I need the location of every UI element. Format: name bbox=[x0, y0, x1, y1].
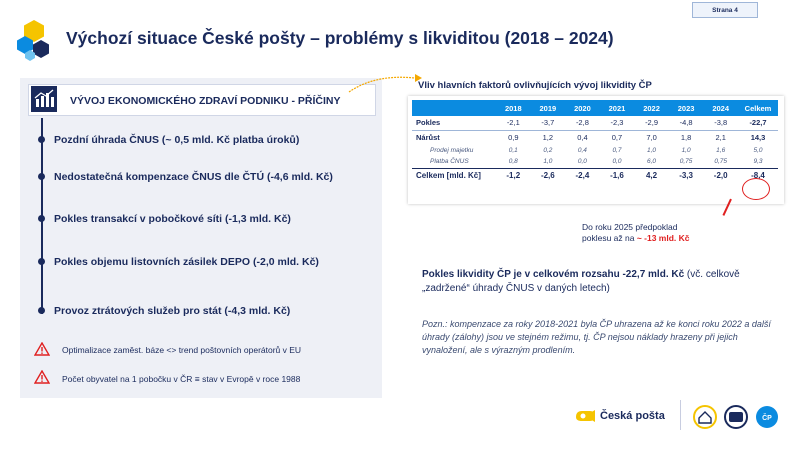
cause-bullet bbox=[38, 215, 45, 222]
table-cell: 0,2 bbox=[543, 146, 553, 154]
page-title: Výchozí situace České pošty – problémy s likviditou (2018 – 2024) bbox=[66, 28, 614, 48]
prediction-line-2: poklesu až na bbox=[582, 233, 635, 243]
table-cell: 1,0 bbox=[647, 146, 657, 154]
table-row-label: Prodej majetku bbox=[430, 146, 474, 154]
badge-icon bbox=[756, 406, 778, 428]
cause-item-state-services: Provoz ztrátových služeb pro stát (-4,3 mld. Kč) bbox=[54, 305, 291, 317]
wallet-icon bbox=[725, 406, 747, 428]
table-cell: 0,7 bbox=[612, 146, 622, 154]
prediction-highlight: ~ -13 mld. Kč bbox=[636, 233, 690, 243]
table-header-cell: 2019 bbox=[531, 100, 566, 116]
horn-logo-icon bbox=[574, 408, 596, 424]
table-cell-total: -8,4 bbox=[738, 168, 778, 182]
table-header-cell: 2018 bbox=[496, 100, 531, 116]
cause-bullet bbox=[38, 173, 45, 180]
table-cell: 4,2 bbox=[634, 168, 669, 182]
liquidity-table bbox=[412, 100, 778, 182]
table-cell-total: -22,7 bbox=[738, 116, 778, 130]
table-cell: -4,8 bbox=[669, 116, 704, 130]
table-cell-total: 9,3 bbox=[753, 158, 763, 166]
table-cell: -1,6 bbox=[600, 168, 635, 182]
table-header-cell: Celkem bbox=[738, 100, 778, 116]
table-header-cell: 2021 bbox=[600, 100, 635, 116]
table-cell: -2,4 bbox=[565, 168, 600, 182]
table-row-label: Platba ČNUS bbox=[430, 158, 469, 166]
brand-divider bbox=[680, 400, 681, 430]
table-cell: 0,75 bbox=[679, 158, 693, 166]
table-cell: 0,9 bbox=[508, 132, 519, 142]
table-header-cell: 2023 bbox=[669, 100, 704, 116]
table-row bbox=[412, 130, 778, 144]
table-cell: 0,0 bbox=[612, 158, 622, 166]
cause-bullet bbox=[38, 258, 45, 265]
table-cell-total: 5,0 bbox=[753, 146, 763, 154]
page-number-badge: Strana 4 bbox=[692, 2, 758, 18]
house-icon bbox=[694, 406, 716, 428]
table-cell: 2,1 bbox=[715, 132, 726, 142]
table-header-cell bbox=[412, 100, 496, 116]
cause-bullet bbox=[38, 307, 45, 314]
table-row-label: Nárůst bbox=[416, 132, 440, 142]
table-cell: 0,8 bbox=[508, 158, 518, 166]
table-cell-total: 14,3 bbox=[750, 132, 766, 142]
table-cell: -1,2 bbox=[496, 168, 531, 182]
warning-text-branch-population: Počet obyvatel na 1 pobočku v ČR ≡ stav v Evropě v roce 1988 bbox=[62, 374, 301, 384]
table-subrow bbox=[412, 144, 778, 156]
table-header-cell: 2024 bbox=[703, 100, 738, 116]
table-cell: 1,2 bbox=[542, 132, 554, 142]
table-row-label: Celkem [mld. Kč] bbox=[412, 168, 496, 182]
table-row-label: Pokles bbox=[412, 116, 496, 130]
footnote: Pozn.: kompenzace za roky 2018-2021 byla ČP uhrazena až ke konci roku 2022 a další úhrady (zálohy) jsou ve stejném režimu, tj. ČP nejsou náklady hrazeny při jejich vynaložení, ale s výrazným prodlením. bbox=[422, 319, 771, 355]
table-cell: 0,1 bbox=[508, 146, 518, 154]
table-cell: -3,7 bbox=[531, 116, 566, 130]
causes-panel-title: VÝVOJ EKONOMICKÉHO ZDRAVÍ PODNIKU - PŘÍČINY bbox=[70, 95, 341, 107]
highlight-circle bbox=[742, 178, 770, 200]
table-header-row bbox=[412, 100, 778, 116]
table-cell: 0,7 bbox=[611, 132, 623, 142]
table-cell: -2,6 bbox=[531, 168, 566, 182]
table-row bbox=[412, 116, 778, 130]
table-cell: 0,4 bbox=[577, 146, 587, 154]
prediction-note bbox=[582, 222, 690, 244]
cause-item-branch-transactions: Pokles transakcí v pobočkové síti (-1,3 mld. Kč) bbox=[54, 213, 291, 225]
table-cell: -2,1 bbox=[496, 116, 531, 130]
cause-item-cnus-compensation: Nedostatečná kompenzace ČNUS dle ČTÚ (-4,6 mld. Kč) bbox=[54, 171, 333, 183]
table-cell: -2,3 bbox=[600, 116, 635, 130]
prediction-line-1: Do roku 2025 předpoklad bbox=[582, 222, 678, 232]
table-cell: -2,0 bbox=[703, 168, 738, 182]
brand-name: Česká pošta bbox=[600, 410, 665, 422]
table-cell: -3,3 bbox=[669, 168, 704, 182]
table-cell: 0,0 bbox=[577, 158, 587, 166]
brand-logo bbox=[574, 408, 665, 424]
cp-hexagon-logo-icon bbox=[14, 18, 54, 62]
bar-chart-icon bbox=[31, 86, 57, 112]
curved-arrow-icon bbox=[345, 68, 425, 98]
liquidity-summary bbox=[422, 268, 782, 296]
table-cell: -2,8 bbox=[565, 116, 600, 130]
service-icons bbox=[692, 404, 780, 430]
cause-item-cnus-late: Pozdní úhrada ČNUS (~ 0,5 mld. Kč platba úroků) bbox=[54, 134, 300, 146]
table-cell: -3,8 bbox=[703, 116, 738, 130]
table-header-cell: 2020 bbox=[565, 100, 600, 116]
table-cell: 1,8 bbox=[680, 132, 692, 142]
table-cell: 7,0 bbox=[646, 132, 657, 142]
table-title: Vliv hlavních faktorů ovlivňujících vývoj likvidity ČP bbox=[418, 80, 652, 91]
table-cell: 0,75 bbox=[714, 158, 728, 166]
cause-item-letter-volume: Pokles objemu listovních zásilek DEPO (-2,0 mld. Kč) bbox=[54, 256, 319, 268]
cause-bullet bbox=[38, 136, 45, 143]
table-cell: 1,0 bbox=[681, 146, 691, 154]
table-subrow bbox=[412, 156, 778, 168]
summary-bold: Pokles likvidity ČP je v celkovém rozsahu -22,7 mld. Kč bbox=[422, 269, 685, 280]
table-cell: 1,6 bbox=[716, 146, 726, 154]
summary-rest: (vč. celkově „zadržené“ úhrady ČNUS v daných letech) bbox=[422, 269, 740, 294]
table-cell: 0,4 bbox=[577, 132, 588, 142]
table-total-row bbox=[412, 168, 778, 182]
table-cell: -2,9 bbox=[634, 116, 669, 130]
warning-icon bbox=[34, 370, 50, 384]
table-cell: 1,0 bbox=[543, 158, 553, 166]
warning-text-staff-optimization: Optimalizace zaměst. báze <> trend poštovních operátorů v EU bbox=[62, 345, 302, 355]
table-header-cell: 2022 bbox=[634, 100, 669, 116]
warning-icon bbox=[34, 342, 50, 356]
svg-text:ČP: ČP bbox=[762, 415, 772, 422]
table-cell: 6,0 bbox=[647, 158, 657, 166]
